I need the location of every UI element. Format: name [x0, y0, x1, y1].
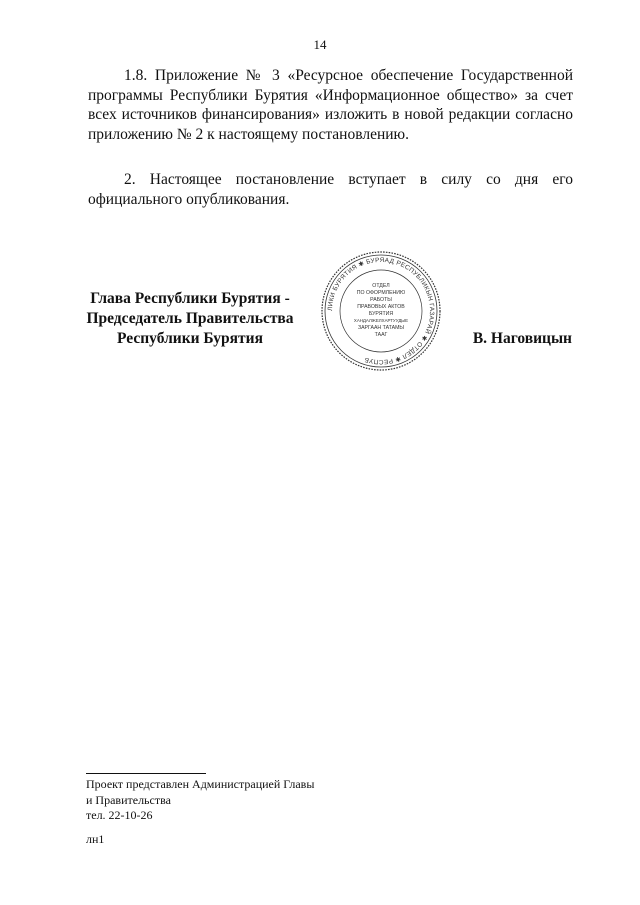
- document-code: лн1: [86, 832, 105, 846]
- signer-position: [70, 289, 310, 349]
- seal-center-line: БУРЯТИЯ: [368, 311, 394, 317]
- seal-center-line: ОТДЕЛ: [372, 283, 390, 289]
- seal-center-line: ПО ОФОРМЛЕНИЮ: [356, 290, 406, 296]
- seal-ring-text: ЛИКИ БУРЯТИЯ ✱ БУРЯАД РЕСПУБЛИКЫН ГАЗАРАЙ ✱ ОТДЕЛ ✱ РЕСПУБ: [326, 256, 436, 366]
- footnote-line: тел. 22-10-26: [86, 808, 153, 822]
- seal-center-line: РАБОТЫ: [370, 297, 392, 303]
- footnote: [86, 777, 314, 824]
- page-number: 14: [313, 37, 327, 52]
- signer-name: В. Наговицын: [472, 330, 572, 347]
- paragraph-2: 2. Настоящее постановление вступает в силу со дня его официального опубликования.: [88, 171, 573, 208]
- seal-center-line: ХАНДАЛЖЕЛХАРТУУДЫЕ: [353, 318, 409, 323]
- footnote-line: и Правительства: [86, 792, 171, 807]
- seal-center-line: ЗАРГААН ТАТАМЫ: [357, 325, 405, 331]
- signer-position-line: Глава Республики Бурятия -: [90, 290, 290, 307]
- paragraph-1-8: 1.8. Приложение № 3 «Ресурсное обеспечение Государственной программы Республики Бурятия «Информационное общество» за счет всех источников финансирования» изложить в новой редакции согласно приложению № 2 к настоящему постановлению.: [88, 67, 573, 143]
- official-seal: [320, 250, 442, 372]
- signer-position-line: Председатель Правительства: [86, 310, 294, 327]
- signer-position-line: Республики Бурятия: [117, 330, 263, 347]
- seal-center-line: ТААГ: [374, 332, 388, 338]
- seal-center-line: ПРАВОВЫХ АКТОВ: [357, 304, 405, 310]
- footnote-divider: [86, 773, 206, 774]
- footnote-line: Проект представлен Администрацией Главы: [86, 777, 315, 791]
